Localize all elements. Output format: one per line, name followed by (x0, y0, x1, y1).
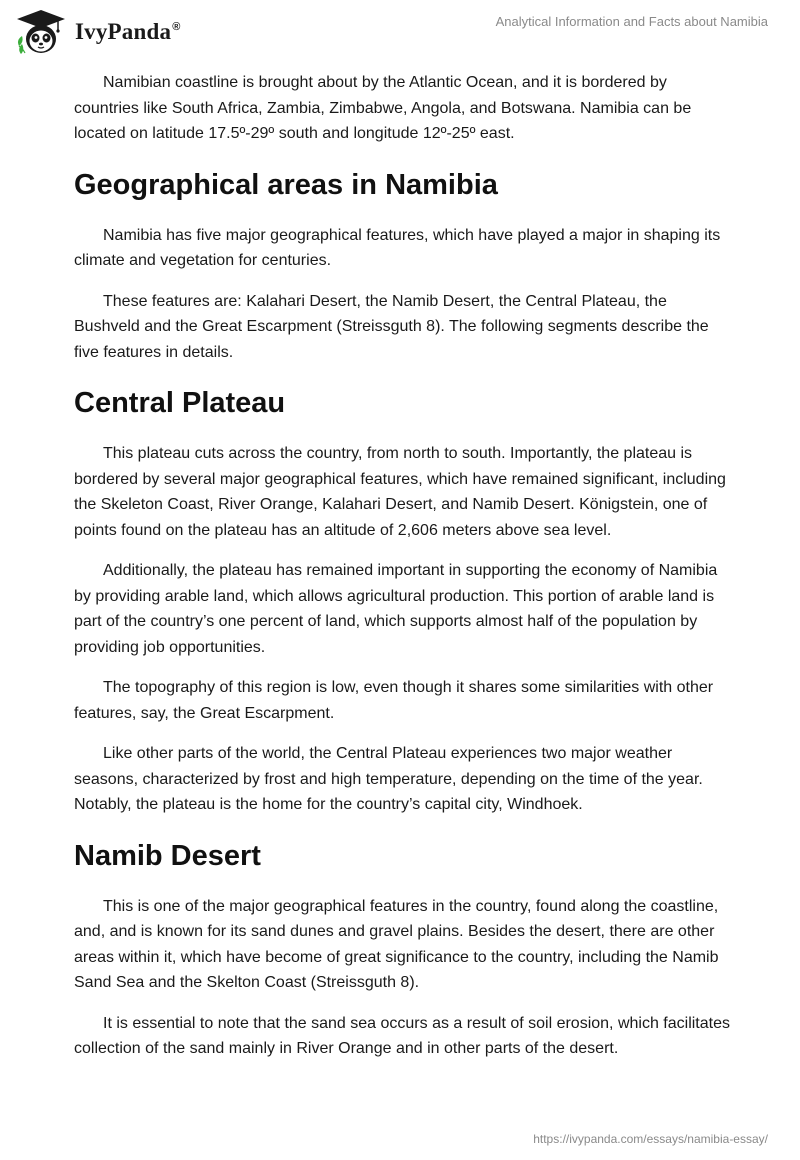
paragraph-intro: Namibian coastline is brought about by the Atlantic Ocean, and it is bordered by countries like South Africa, Zambia, Zimbabwe, Angola, and Botswana. Namibia can be located on latitude 17.5º-29º south and longitude 12º-25º east. (74, 74, 692, 142)
heading-geographical-areas: Geographical areas in Namibia (74, 168, 498, 201)
heading-namib-desert: Namib Desert (74, 839, 261, 872)
paragraph-central-2: Additionally, the plateau has remained important in supporting the economy of Namibia by providing arable land, which allows agricultural production. This portion of arable land is part of the country’s one percent of land, which supports almost half of the population by providing job opportunities. (74, 562, 718, 656)
brand-name: IvyPanda® (75, 19, 181, 44)
paragraph-central-1: This plateau cuts across the country, from north to south. Importantly, the plateau is bordered by several major geographical features, which have remained significant, including the Skeleton Coast, River Orange, Kalahari Desert, and Namib Desert. Königstein, one of points found on the plateau has an altitude of 2,606 meters above sea level. (74, 445, 726, 539)
paragraph-namib-1: This is one of the major geographical features in the country, found along the coastline, and, and is known for its sand dunes and gravel plains. Besides the desert, there are other areas within it, which have become of great significance to the country, including the Namib Sand Sea and the Skelton Coast (Streissguth 8). (74, 897, 719, 991)
heading-central-plateau: Central Plateau (74, 387, 286, 419)
document-title: Analytical Information and Facts about Namibia (495, 14, 768, 29)
paragraph-geo-2: These features are: Kalahari Desert, the Namib Desert, the Central Plateau, the Bushveld and the Great Escarpment (Streissguth 8). The following segments describe the five features in details. (74, 292, 709, 361)
essay-content (74, 70, 730, 1077)
ivypanda-logo[interactable] (15, 8, 181, 56)
footer-url[interactable]: https://ivypanda.com/essays/namibia-essay/ (533, 1132, 768, 1146)
paragraph-namib-2: It is essential to note that the sand sea occurs as a result of soil erosion, which facilitates collection of the sand mainly in River Orange and in other parts of the desert. (74, 1014, 730, 1057)
panda-graduate-icon (15, 8, 67, 56)
paragraph-geo-1: Namibia has five major geographical features, which have played a major in shaping its climate and vegetation for centuries. (74, 226, 721, 269)
paragraph-central-4: Like other parts of the world, the Central Plateau experiences two major weather seasons, characterized by frost and high temperature, depending on the time of the year. Notably, the plateau is the home for the country’s capital city, Windhoek. (74, 745, 703, 813)
registered-mark: ® (172, 21, 181, 34)
page-header (0, 0, 800, 64)
paragraph-central-3: The topography of this region is low, even though it shares some similarities with other features, say, the Great Escarpment. (74, 679, 714, 722)
